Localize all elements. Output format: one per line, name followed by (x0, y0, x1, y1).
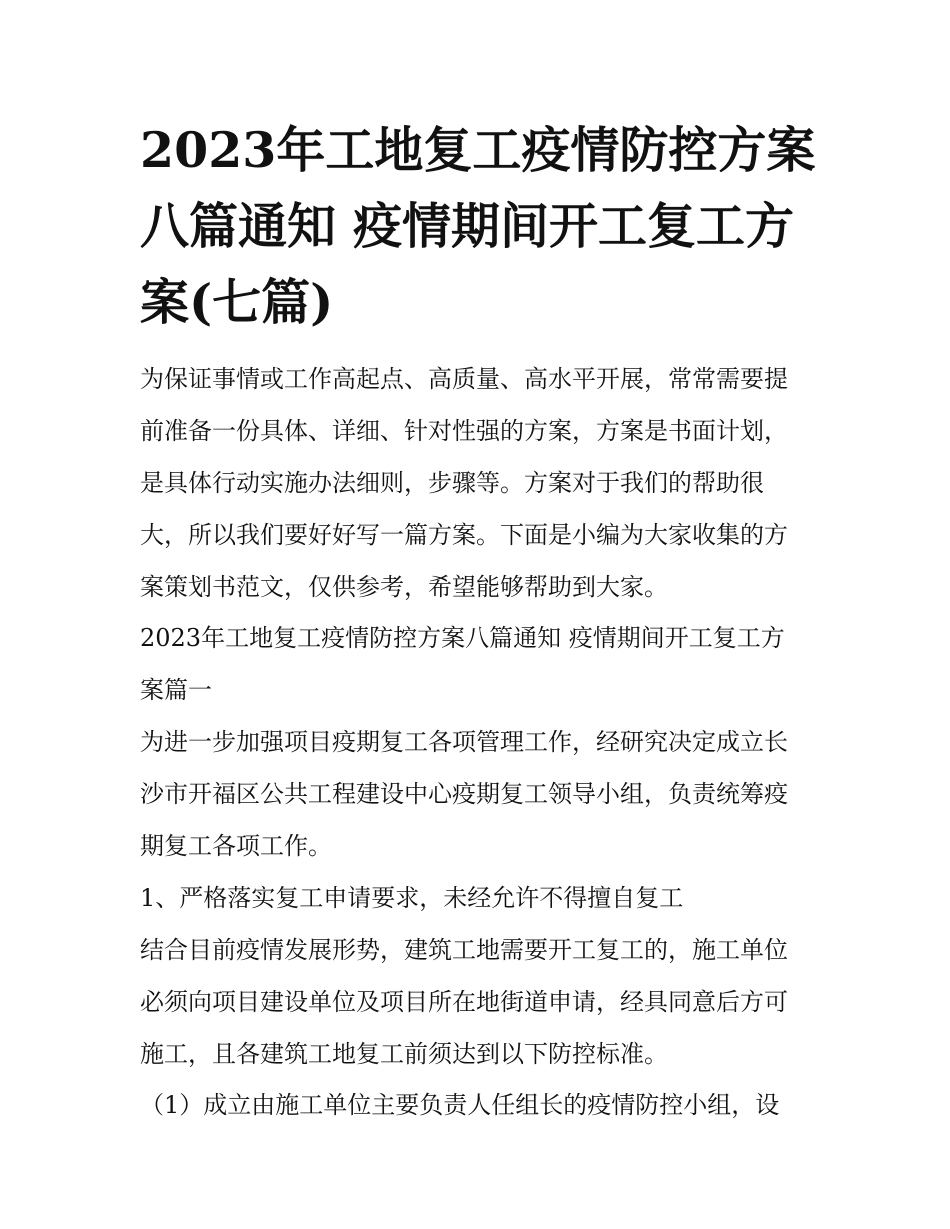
body-line: 为保证事情或工作高起点、高质量、高水平开展，常常需要提 (140, 365, 788, 393)
body-line: 结合目前疫情发展形势，建筑工地需要开工复工的，施工单位 (140, 935, 788, 964)
body-line: 为进一步加强项目疫期复工各项管理工作，经研究决定成立长 (140, 728, 788, 757)
body-line: 大，所以我们要好好写一篇方案。下面是小编为大家收集的方 (140, 520, 788, 549)
section-heading-line: 2023年工地复工疫情防控方案八篇通知 疫情期间开工复工方 (140, 624, 785, 653)
body-line: 必须向项目建设单位及项目所在地街道申请，经具同意后方可 (140, 987, 788, 1016)
body-line: 期复工各项工作。 (140, 832, 332, 861)
body-line: 沙市开福区公共工程建设中心疫期复工领导小组，负责统筹疫 (140, 780, 788, 809)
numbered-item-heading: 1、严格落实复工申请要求，未经允许不得擅自复工 (140, 883, 684, 912)
numbered-subitem-line: （1）成立由施工单位主要负责人任组长的疫情防控小组，设 (140, 1091, 780, 1120)
title-line: 八篇通知 疫情期间开工复工方 (140, 197, 795, 255)
body-line: 前准备一份具体、详细、针对性强的方案，方案是书面计划， (140, 416, 788, 445)
title-line: 2023年工地复工疫情防控方案 (140, 121, 816, 179)
body-line: 是具体行动实施办法细则，步骤等。方案对于我们的帮助很 (140, 468, 764, 497)
document-title (140, 112, 820, 340)
body-line: 施工，且各建筑工地复工前须达到以下防控标准。 (140, 1039, 668, 1068)
body-line: 案策划书范文，仅供参考，希望能够帮助到大家。 (140, 572, 668, 601)
section-heading-line: 案篇一 (140, 676, 212, 705)
title-line: 案(七篇) (140, 273, 334, 331)
document-body (140, 354, 820, 1132)
